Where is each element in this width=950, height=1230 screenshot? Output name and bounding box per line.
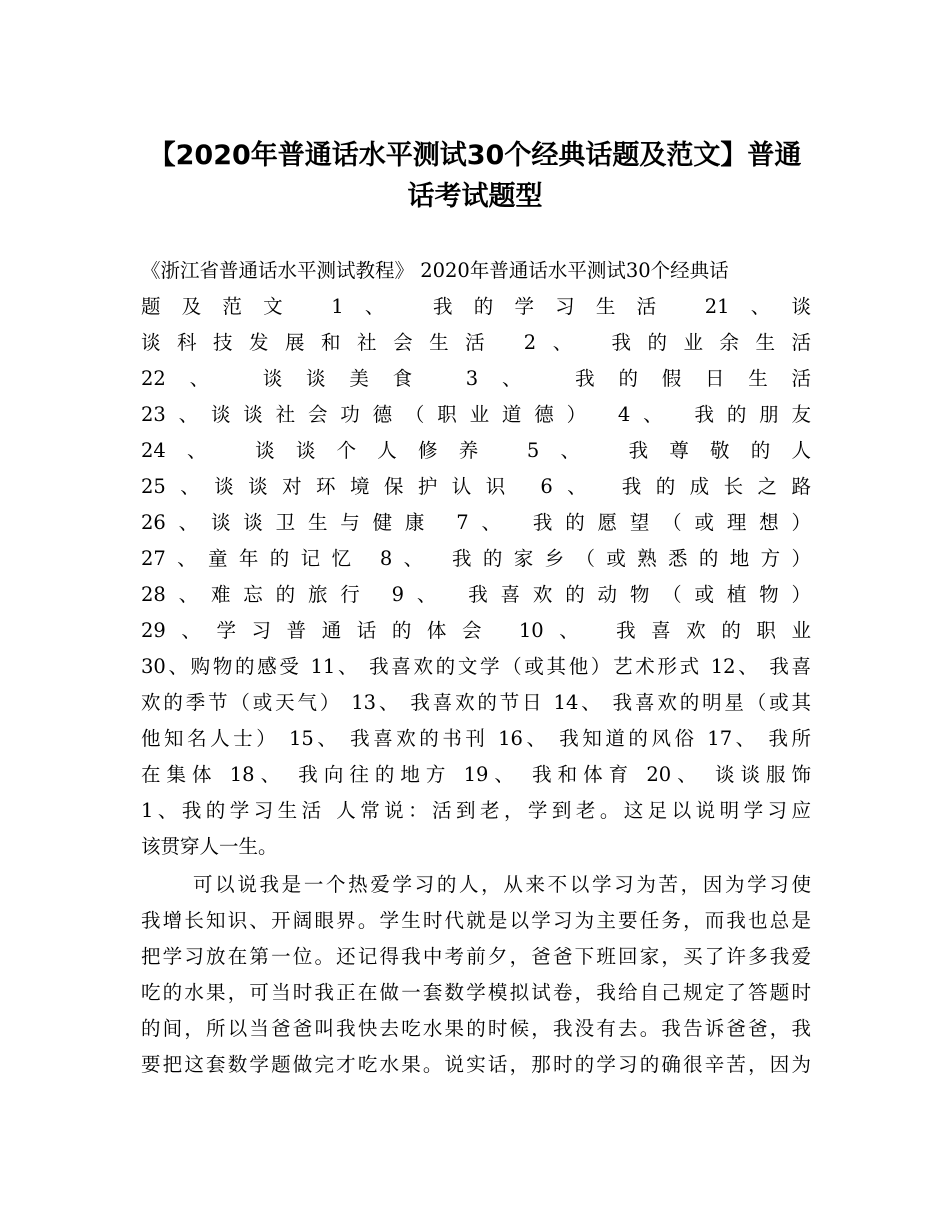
body-line: 该贯穿人一生。 — [141, 835, 278, 858]
body-line: 题及范文 1、 我的学习生活 21、谈 — [141, 295, 811, 318]
body-line: 谈科技发展和社会生活 2、 我的业余生活 — [141, 331, 811, 354]
document-title-line-2: 话考试题型 — [407, 181, 543, 212]
body-line: 26、谈谈卫生与健康 7、 我的愿望（或理想） — [141, 511, 811, 534]
document-title-line-1: 【2020年普通话水平测试30个经典话题及范文】普通 — [148, 140, 802, 171]
body-line: 29、学习普通话的体会 10、 我喜欢的职业 — [141, 619, 811, 642]
body-line: 28、难忘的旅行 9、 我喜欢的动物（或植物） — [141, 583, 811, 606]
body-line: 1、我的学习生活 人常说：活到老，学到老。这足以说明学习应 — [141, 799, 811, 822]
body-line: 23、谈谈社会功德（职业道德） 4、 我的朋友 — [141, 403, 811, 426]
body-line: 25、谈谈对环境保护认识 6、 我的成长之路 — [141, 475, 811, 498]
body-line: 要把这套数学题做完才吃水果。说实话，那时的学习的确很辛苦，因为 — [141, 1053, 811, 1076]
body-line: 他知名人士） 15、 我喜欢的书刊 16、 我知道的风俗 17、 我所 — [141, 727, 811, 750]
body-line: 吃的水果，可当时我正在做一套数学模拟试卷，我给自己规定了答题时 — [141, 981, 811, 1004]
body-line: 的间，所以当爸爸叫我快去吃水果的时候，我没有去。我告诉爸爸，我 — [141, 1017, 811, 1040]
body-line: 可以说我是一个热爱学习的人，从来不以学习为苦，因为学习使 — [193, 873, 811, 896]
body-line: 30、购物的感受 11、 我喜欢的文学（或其他）艺术形式 12、 我喜 — [141, 655, 811, 678]
body-line: 欢的季节（或天气） 13、 我喜欢的节日 14、 我喜欢的明星（或其 — [141, 691, 811, 714]
body-line: 《浙江省普通话水平测试教程》 2020年普通话水平测试30个经典话 — [141, 259, 729, 282]
body-line: 27、童年的记忆 8、 我的家乡（或熟悉的地方） — [141, 547, 811, 570]
body-line: 在集体 18、 我向往的地方 19、 我和体育 20、 谈谈服饰 — [141, 763, 811, 786]
body-line: 把学习放在第一位。还记得我中考前夕，爸爸下班回家，买了许多我爱 — [141, 945, 811, 968]
body-line: 24、 谈谈个人修养 5、 我尊敬的人 — [141, 439, 811, 462]
body-line: 我增长知识、开阔眼界。学生时代就是以学习为主要任务，而我也总是 — [141, 909, 811, 932]
body-line: 22、 谈谈美食 3、 我的假日生活 — [141, 367, 811, 390]
